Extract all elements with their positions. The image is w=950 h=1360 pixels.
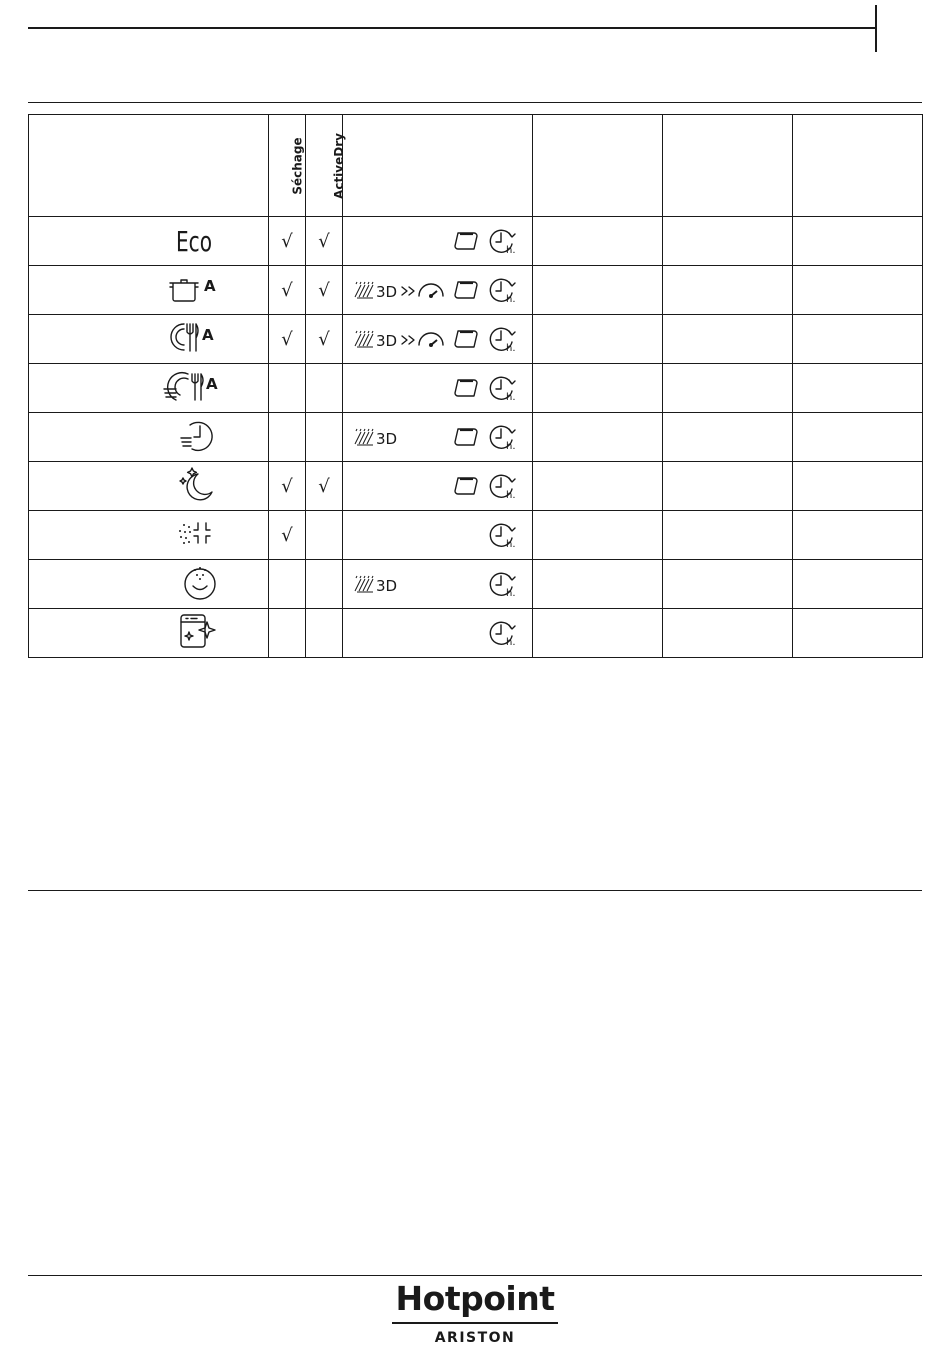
3d-zone-wash-icon — [353, 425, 401, 449]
drying-check-cell: √ — [269, 462, 306, 511]
hygiene-glass-icon — [180, 563, 220, 605]
empty-cell-col-5 — [533, 609, 663, 658]
delay-start-icon — [487, 423, 519, 451]
empty-cell-col-7 — [793, 560, 923, 609]
empty-cell-col-6 — [663, 609, 793, 658]
header-options — [343, 115, 533, 217]
empty-cell-col-5 — [533, 560, 663, 609]
activedry-check-cell: √ — [306, 462, 343, 511]
drying-check-cell: √ — [269, 217, 306, 266]
brand-sub: ARISTON — [434, 1330, 516, 1346]
header-drying-label: Séchage — [290, 136, 305, 195]
activedry-check-cell: √ — [306, 266, 343, 315]
empty-cell-col-7 — [793, 266, 923, 315]
empty-cell-col-6 — [663, 217, 793, 266]
empty-cell-col-5 — [533, 266, 663, 315]
quick-clock-icon — [178, 418, 220, 456]
delay-start-icon — [487, 619, 519, 647]
svg-text:h.: h. — [506, 637, 516, 647]
options-cell — [343, 560, 533, 609]
empty-cell-col-5 — [533, 511, 663, 560]
program-icon-cell — [29, 315, 269, 364]
program-icon-cell — [29, 511, 269, 560]
empty-cell-col-6 — [663, 560, 793, 609]
svg-text:3D: 3D — [376, 430, 398, 448]
rinse-spray-icon — [176, 518, 220, 552]
drying-check-cell: √ — [269, 511, 306, 560]
plate-cutlery-auto-icon — [164, 320, 220, 358]
options-cell — [343, 511, 533, 560]
program-icon-cell — [29, 266, 269, 315]
activedry-check-cell — [306, 364, 343, 413]
activedry-check-cell — [306, 560, 343, 609]
tablet-icon — [451, 327, 481, 351]
options-cell — [343, 315, 533, 364]
empty-cell-col-5 — [533, 315, 663, 364]
drying-check-cell — [269, 364, 306, 413]
header-col-7 — [793, 115, 923, 217]
header-activedry-label: ActiveDry — [331, 132, 346, 199]
turbo-speed-icon — [399, 278, 447, 302]
header-col-5 — [533, 115, 663, 217]
delay-start-icon — [487, 325, 519, 353]
section-rule-top — [28, 102, 922, 103]
svg-text:3D: 3D — [376, 577, 398, 595]
3d-zone-wash-icon — [353, 327, 401, 351]
drying-check-cell: √ — [269, 315, 306, 364]
header-drying — [269, 115, 306, 217]
program-icon-cell — [29, 413, 269, 462]
options-cell — [343, 462, 533, 511]
table-row — [29, 364, 923, 413]
empty-cell-col-7 — [793, 315, 923, 364]
empty-cell-col-5 — [533, 413, 663, 462]
delay-start-icon — [487, 276, 519, 304]
options-cell — [343, 266, 533, 315]
tablet-icon — [451, 229, 481, 253]
brand-logo — [390, 1280, 560, 1346]
program-icon-cell — [29, 364, 269, 413]
svg-text:h.: h. — [506, 392, 516, 402]
delay-start-icon — [487, 374, 519, 402]
footer-rule — [28, 1275, 922, 1276]
empty-cell-col-6 — [663, 413, 793, 462]
program-icon-cell — [29, 217, 269, 266]
drying-check-cell — [269, 560, 306, 609]
fast-plate-cutlery-auto-icon — [162, 369, 220, 407]
options-cell — [343, 217, 533, 266]
empty-cell-col-7 — [793, 364, 923, 413]
empty-cell-col-6 — [663, 266, 793, 315]
svg-text:h.: h. — [506, 343, 516, 353]
empty-cell-col-7 — [793, 413, 923, 462]
svg-text:A: A — [204, 277, 216, 295]
delay-start-icon — [487, 227, 519, 255]
svg-text:3D: 3D — [376, 332, 398, 350]
table-header-row — [29, 115, 923, 217]
table-row — [29, 462, 923, 511]
program-table — [28, 114, 923, 658]
header-activedry — [306, 115, 346, 217]
table-row — [29, 560, 923, 609]
empty-cell-col-5 — [533, 364, 663, 413]
empty-cell-col-6 — [663, 462, 793, 511]
empty-cell-col-7 — [793, 609, 923, 658]
empty-cell-col-5 — [533, 462, 663, 511]
3d-zone-wash-icon — [353, 572, 401, 596]
top-rule — [28, 27, 876, 29]
empty-cell-col-6 — [663, 511, 793, 560]
table-row — [29, 609, 923, 658]
options-cell — [343, 413, 533, 462]
activedry-check-cell — [306, 609, 343, 658]
table-row — [29, 217, 923, 266]
3d-zone-wash-icon — [353, 278, 401, 302]
section-rule-middle — [28, 890, 922, 891]
pot-auto-icon — [164, 271, 220, 309]
delay-start-icon — [487, 570, 519, 598]
svg-text:h.: h. — [506, 245, 516, 255]
svg-text:h.: h. — [506, 441, 516, 451]
self-clean-sparkle-icon — [176, 612, 220, 654]
activedry-check-cell — [306, 511, 343, 560]
header-program — [29, 115, 269, 217]
empty-cell-col-5 — [533, 217, 663, 266]
drying-check-cell — [269, 609, 306, 658]
header-col-6 — [663, 115, 793, 217]
svg-text:h.: h. — [506, 490, 516, 500]
delay-start-icon — [487, 521, 519, 549]
eco-label-icon — [168, 222, 220, 260]
svg-text:3D: 3D — [376, 283, 398, 301]
delay-start-icon — [487, 472, 519, 500]
night-moon-stars-icon — [176, 466, 220, 506]
svg-text:A: A — [202, 326, 214, 344]
table-row — [29, 266, 923, 315]
tablet-icon — [451, 376, 481, 400]
top-corner-mark — [875, 5, 877, 52]
tablet-icon — [451, 278, 481, 302]
activedry-check-cell — [306, 413, 343, 462]
program-icon-cell — [29, 462, 269, 511]
table-row — [29, 511, 923, 560]
activedry-check-cell: √ — [306, 217, 343, 266]
brand-name: Hotpoint — [395, 1279, 555, 1318]
program-icon-cell — [29, 560, 269, 609]
empty-cell-col-7 — [793, 217, 923, 266]
svg-text:h.: h. — [506, 588, 516, 598]
tablet-icon — [451, 425, 481, 449]
drying-check-cell: √ — [269, 266, 306, 315]
activedry-check-cell: √ — [306, 315, 343, 364]
options-cell — [343, 364, 533, 413]
empty-cell-col-6 — [663, 364, 793, 413]
options-cell — [343, 609, 533, 658]
empty-cell-col-7 — [793, 462, 923, 511]
empty-cell-col-7 — [793, 511, 923, 560]
brand-rule — [392, 1322, 558, 1324]
table-row — [29, 413, 923, 462]
drying-check-cell — [269, 413, 306, 462]
turbo-speed-icon — [399, 327, 447, 351]
svg-text:h.: h. — [506, 294, 516, 304]
svg-text:Eco: Eco — [176, 225, 212, 256]
tablet-icon — [451, 474, 481, 498]
program-icon-cell — [29, 609, 269, 658]
empty-cell-col-6 — [663, 315, 793, 364]
svg-text:A: A — [206, 375, 218, 393]
table-row — [29, 315, 923, 364]
svg-text:h.: h. — [506, 539, 516, 549]
